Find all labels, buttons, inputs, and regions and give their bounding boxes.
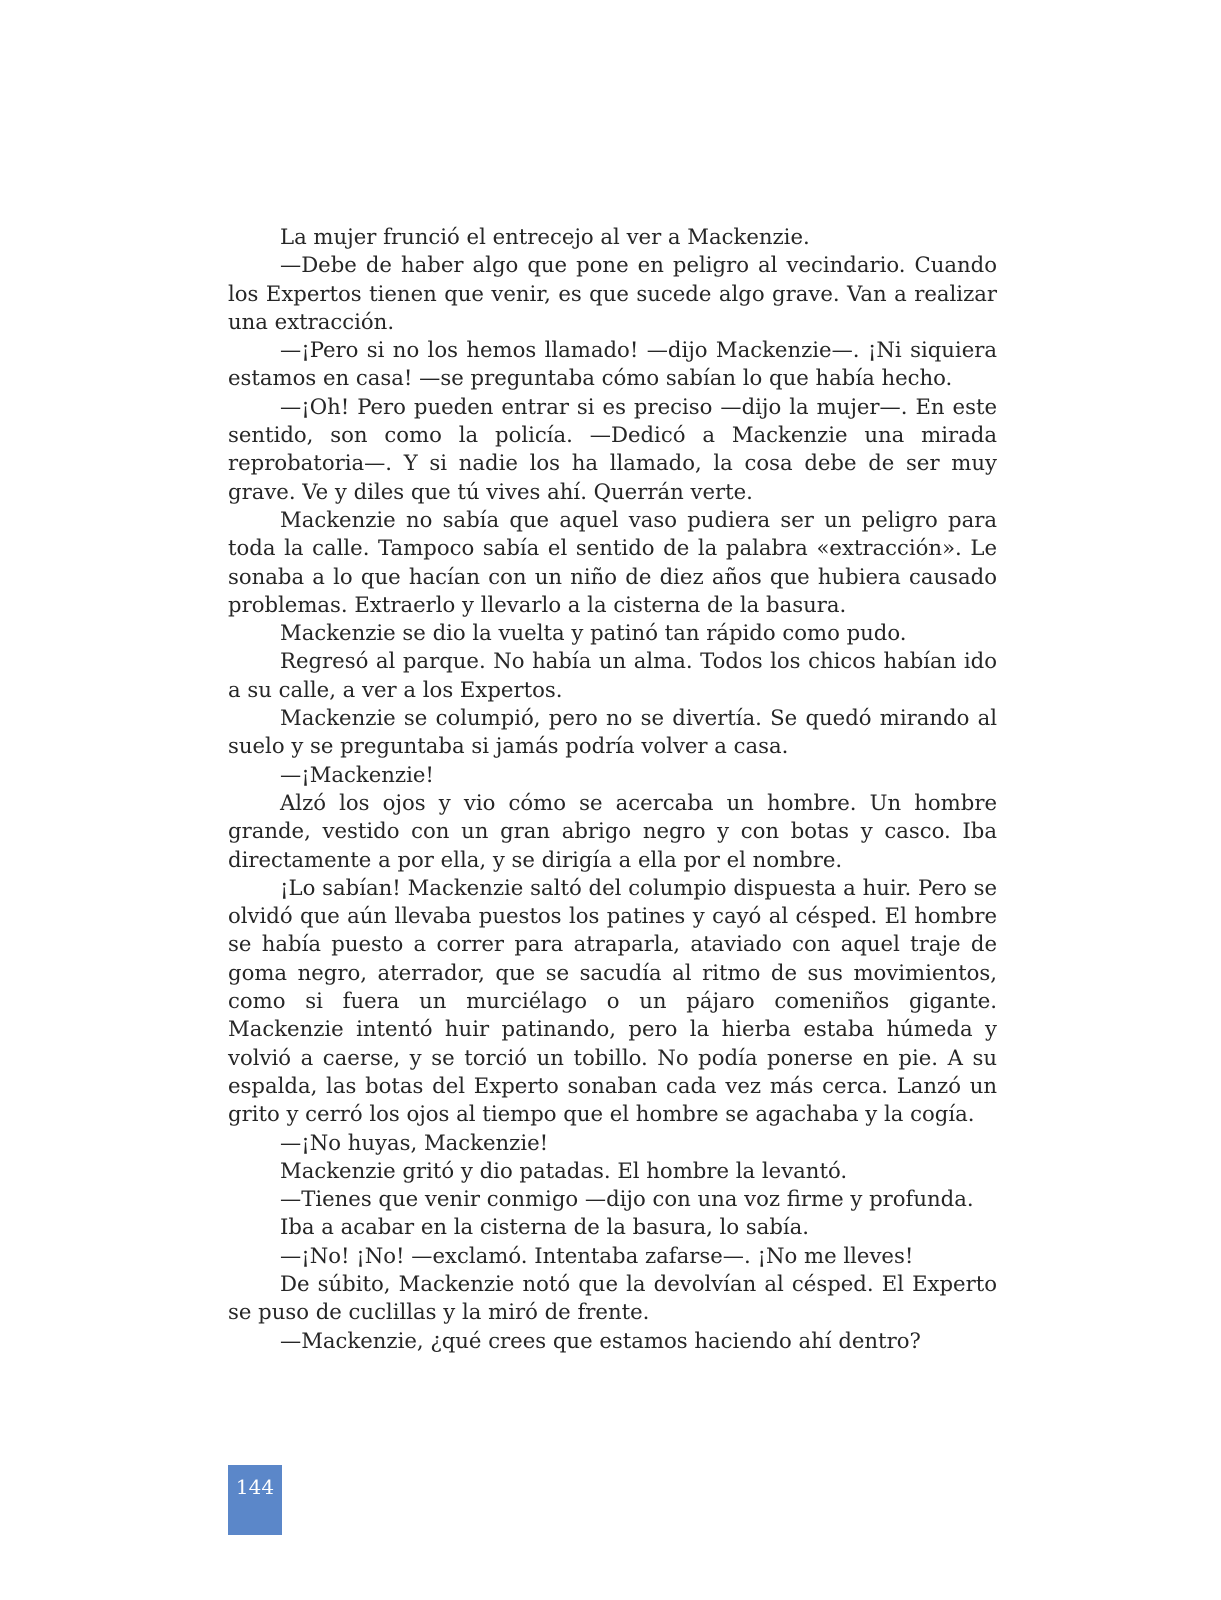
paragraph: —Tienes que venir conmigo —dijo con una voz firme y profunda. <box>280 1186 974 1212</box>
paragraph: —¡Pero si no los hemos llamado! —dijo Mackenzie—. ¡Ni siquiera estamos en casa! —se preguntaba cómo sabían lo que había hecho. <box>228 337 997 391</box>
paragraph: Mackenzie gritó y dio patadas. El hombre la levantó. <box>280 1157 848 1183</box>
paragraph: —Debe de haber algo que pone en peligro al vecindario. Cuando los Expertos tienen que venir, es que sucede algo grave. Van a realizar una extracción. <box>228 252 997 334</box>
paragraph: Iba a acabar en la cisterna de la basura, lo sabía. <box>280 1214 810 1240</box>
paragraph: —¡No! ¡No! —exclamó. Intentaba zafarse—. ¡No me lleves! <box>280 1242 914 1268</box>
page-number: 144 <box>235 1475 275 1499</box>
paragraph: —Mackenzie, ¿qué crees que estamos haciendo ahí dentro? <box>280 1327 921 1353</box>
paragraph: —¡Mackenzie! <box>280 761 434 787</box>
paragraph: —¡No huyas, Mackenzie! <box>280 1129 549 1155</box>
paragraph: Alzó los ojos y vio cómo se acercaba un hombre. Un hombre grande, vestido con un gran abrigo negro y con botas y casco. Iba directamente a por ella, y se dirigía a ella por el nombre. <box>228 789 997 872</box>
paragraph: Mackenzie no sabía que aquel vaso pudiera ser un peligro para toda la calle. Tampoco sabía el sentido de la palabra «extracción». Le sonaba a lo que hacían con un niño de diez años que hubiera causado problemas. Extraerlo y llevarlo a la cisterna de la basura. <box>228 506 997 617</box>
paragraph: Mackenzie se columpió, pero no se divertía. Se quedó mirando al suelo y se preguntaba si jamás podría volver a casa. <box>228 705 997 759</box>
paragraph: Mackenzie se dio la vuelta y patinó tan rápido como pudo. <box>280 620 907 646</box>
paragraph: —¡Oh! Pero pueden entrar si es preciso —dijo la mujer—. En este sentido, son como la policía. —Dedicó a Mackenzie una mirada reprobatoria—. Y si nadie los ha llamado, la cosa debe de ser muy grave. Ve y diles que tú vives ahí. Querrán verte. <box>228 393 997 504</box>
paragraph: Regresó al parque. No había un alma. Todos los chicos habían ido a su calle, a ver a los Expertos. <box>228 648 997 702</box>
page-number-tab <box>228 1465 282 1535</box>
body-text <box>228 223 997 1355</box>
paragraph: ¡Lo sabían! Mackenzie saltó del columpio dispuesta a huir. Pero se olvidó que aún llevaba puestos los patines y cayó al césped. El hombre se había puesto a correr para atraparla, ataviado con aquel traje de goma negro, aterrador, que se sacudía al ritmo de sus movimientos, como si fuera un murciélago o un pájaro comeniños gigante. Mackenzie intentó huir patinando, pero la hierba estaba húmeda y volvió a caerse, y se torció un tobillo. No podía ponerse en pie. A su espalda, las botas del Experto sonaban cada vez más cerca. Lanzó un grito y cerró los ojos al tiempo que el hombre se agachaba y la cogía. <box>228 874 997 1127</box>
paragraph: La mujer frunció el entrecejo al ver a Mackenzie. <box>280 224 810 249</box>
paragraph: De súbito, Mackenzie notó que la devolvían al césped. El Experto se puso de cuclillas y la miró de frente. <box>228 1270 997 1325</box>
